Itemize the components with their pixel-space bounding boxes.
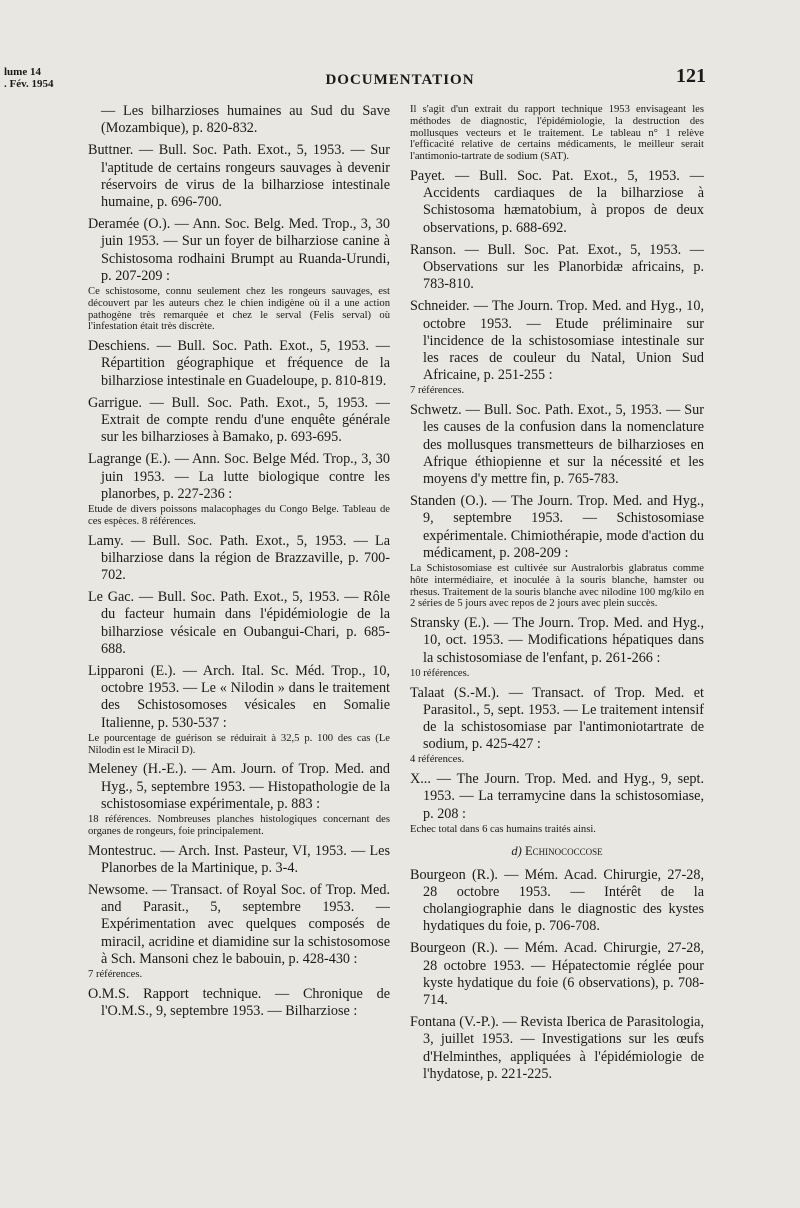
entry-text: Meleney (H.-E.). — Am. Journ. of Trop. Med. and Hyg., 5, septembre 1953. — Histopathologie de la schistosomiase expérimentale, p. 883 : xyxy=(88,761,390,812)
entry-text: Schneider. — The Journ. Trop. Med. and Hyg., 10, octobre 1953. — Etude préliminaire sur l'incidence de la schistosomiase intestinale sur les races de couleur du Natal, Union Sud Africaine, p. 251-255 : xyxy=(410,298,704,384)
list-item xyxy=(410,1014,704,1083)
list-item xyxy=(410,168,704,237)
entry-text: Lipparoni (E.). — Arch. Ital. Sc. Méd. Trop., 10, octobre 1953. — Le « Nilodin » dans le traitement des Schistosomoses vésicales en Somalie Italienne, p. 530-537 : xyxy=(88,663,390,731)
section-title: Echinococcose xyxy=(524,843,603,858)
entry-note: Il s'agit d'un extrait du rapport technique 1953 envisageant les méthodes de diagnostic, l'épidémiologie, la destruction des mollusques vecteurs et le traitement. Le tableau n° 1 relève l'efficacité relative de certains médicaments, le meilleur serait l'antimonio-tartrate de sodium (SAT). xyxy=(410,104,704,163)
entry-text: Talaat (S.-M.). — Transact. of Trop. Med. et Parasitol., 5, sept. 1953. — Le traitement intensif de la schistosomiase par l'antimoniotartrate de sodium, p. 425-427 : xyxy=(410,684,704,753)
entry-text: O.M.S. Rapport technique. — Chronique de l'O.M.S., 9, septembre 1953. — Bilharziose : xyxy=(88,985,390,1020)
entry-note: 18 références. Nombreuses planches histologiques concernant des organes de rongeurs, foie principalement. xyxy=(88,814,390,837)
list-item xyxy=(88,216,390,333)
page-number: 121 xyxy=(676,65,706,87)
entry-text: Lamy. — Bull. Soc. Path. Exot., 5, 1953. — La bilharziose dans la région de Brazzaville, p. 700-702. xyxy=(88,532,390,584)
list-item xyxy=(410,402,704,488)
date-label: . Fév. 1954 xyxy=(4,78,54,90)
list-item xyxy=(410,940,704,1009)
list-item xyxy=(88,142,390,211)
list-item xyxy=(88,395,390,447)
section-heading xyxy=(410,844,704,859)
entry-text: Lagrange (E.). — Ann. Soc. Belge Méd. Trop., 3, 30 juin 1953. — La lutte biologique contre les planorbes, p. 227-236 : xyxy=(88,451,390,502)
section-letter: d) xyxy=(511,843,522,858)
volume-label: lume 14 xyxy=(4,66,41,78)
entry-note: La Schistosomiase est cultivée sur Australorbis glabratus comme hôte intermédiaire, et inoculée à la souris blanche, hamster ou rhesus. Traitement de la souris blanche avec nilodine 100 mg/kilo en 2 séries de 5 jours avec repos de 2 jours avec plein succès. xyxy=(410,563,704,610)
entry-text: Fontana (V.-P.). — Revista Iberica de Parasitologia, 3, juillet 1953. — Investigations sur les œufs d'Helminthes, appliquées à l'épidémiologie de l'hydatose, p. 221-225. xyxy=(410,1014,704,1082)
entry-note: 4 références. xyxy=(410,754,465,766)
entry-text: Bourgeon (R.). — Mém. Acad. Chirurgie, 27-28, 28 octobre 1953. — Intérêt de la cholangiographie dans le diagnostic des kystes hydatiques du foie, p. 706-708. xyxy=(410,866,704,935)
list-item xyxy=(88,843,390,877)
list-item xyxy=(410,104,704,163)
entry-text: X... — The Journ. Trop. Med. and Hyg., 9, sept. 1953. — La terramycine dans la schistosomiase, p. 208 : xyxy=(410,771,704,822)
list-item xyxy=(88,663,390,756)
entry-text: Standen (O.). — The Journ. Trop. Med. and Hyg., 9, septembre 1953. — Schistosomiase expérimentale. Chimiothérapie, mode d'action du médicament, p. 208-209 : xyxy=(410,493,704,561)
entry-note: Le pourcentage de guérison se réduirait à 32,5 p. 100 des cas (Le Nilodin est le Miracil D). xyxy=(88,732,390,756)
entry-note: 7 références. xyxy=(88,969,143,981)
page-title: DOCUMENTATION xyxy=(325,72,475,88)
entry-text: Montestruc. — Arch. Inst. Pasteur, VI, 1953. — Les Planorbes de la Martinique, p. 3-4. xyxy=(88,842,390,876)
list-item xyxy=(88,986,390,1020)
list-item xyxy=(88,589,390,658)
entry-text: Ranson. — Bull. Soc. Pat. Exot., 5, 1953. — Observations sur les Planorbidæ africains, p. 783-810. xyxy=(410,241,704,293)
entry-text: Stransky (E.). — The Journ. Trop. Med. and Hyg., 10, oct. 1953. — Modifications hépatiques dans la schistosomiase de l'enfant, p. 261-266 : xyxy=(410,615,704,666)
entry-text: Garrigue. — Bull. Soc. Path. Exot., 5, 1953. — Extrait de compte rendu d'une enquête générale sur les bilharzioses à Bamako, p. 693-695. xyxy=(88,394,390,446)
list-item xyxy=(88,761,390,837)
entry-note: 10 références. xyxy=(410,667,470,679)
entry-text: Newsome. — Transact. of Royal Soc. of Trop. Med. and Parasit., 5, septembre 1953. — Expérimentation avec quelques composés de miracil, acridine et diamidine sur la schistosomose à Sch. Mansoni chez le babouin, p. 428-430 : xyxy=(88,882,390,967)
entry-text: Le Gac. — Bull. Soc. Path. Exot., 5, 1953. — Rôle du facteur humain dans l'épidémiologie de la bilharziose vésicale en Oubangui-Chari, p. 685-688. xyxy=(88,589,390,657)
entry-text: Bourgeon (R.). — Mém. Acad. Chirurgie, 27-28, 28 octobre 1953. — Hépatectomie réglée pour kyste hydatique du foie (6 observations), p. 708-714. xyxy=(410,940,704,1009)
list-item xyxy=(88,533,390,585)
list-item xyxy=(410,685,704,767)
list-item xyxy=(410,298,704,397)
entry-text: — Les bilharzioses humaines au Sud du Save (Mozambique), p. 820-832. xyxy=(101,103,390,137)
entry-text: Payet. — Bull. Soc. Pat. Exot., 5, 1953. — Accidents cardiaques de la bilharziose à Schistosoma hæmatobium, à propos de deux observations, p. 688-692. xyxy=(410,167,704,236)
list-item xyxy=(88,338,390,390)
list-item xyxy=(88,882,390,981)
list-item xyxy=(88,451,390,527)
list-item xyxy=(410,493,704,610)
entry-note: Ce schistosome, connu seulement chez les rongeurs sauvages, est découvert par les auteurs chez le chien indigène où il a une action pathogène très remarquée et chez le serval (Felis serval) où l'infestation était très discrète. xyxy=(88,286,390,333)
entry-note: 7 références. xyxy=(410,385,465,397)
list-item xyxy=(410,615,704,679)
entry-text: Buttner. — Bull. Soc. Path. Exot., 5, 1953. — Sur l'aptitude de certains rongeurs sauvages à devenir réservoirs de virus de la bilharziose intestinale humaine, p. 696-700. xyxy=(88,142,390,211)
entry-note: Echec total dans 6 cas humains traités ainsi. xyxy=(410,823,596,835)
list-item xyxy=(410,771,704,835)
list-item xyxy=(410,242,704,294)
entry-text: Deramée (O.). — Ann. Soc. Belg. Med. Trop., 3, 30 juin 1953. — Sur un foyer de bilharziose canine à Schistosoma rodhaini Brumpt au Ruanda-Urundi, p. 207-209 : xyxy=(88,216,390,284)
list-item xyxy=(410,867,704,936)
left-column xyxy=(88,103,390,1025)
list-item xyxy=(88,103,390,137)
right-column xyxy=(410,103,704,1088)
entry-text: Deschiens. — Bull. Soc. Path. Exot., 5, 1953. — Répartition géographique et fréquence de la bilharziose intestinale en Guadeloupe, p. 810-819. xyxy=(88,338,390,389)
entry-text: Schwetz. — Bull. Soc. Path. Exot., 5, 1953. — Sur les causes de la confusion dans la nomenclature des mollusques transmetteurs de bilharzioses en Afrique éthiopienne et sur la nécessité et les moyens d'y mettre fin, p. 765-783. xyxy=(410,402,704,488)
entry-note: Etude de divers poissons malacophages du Congo Belge. Tableau de ces espèces. 8 références. xyxy=(88,504,390,527)
